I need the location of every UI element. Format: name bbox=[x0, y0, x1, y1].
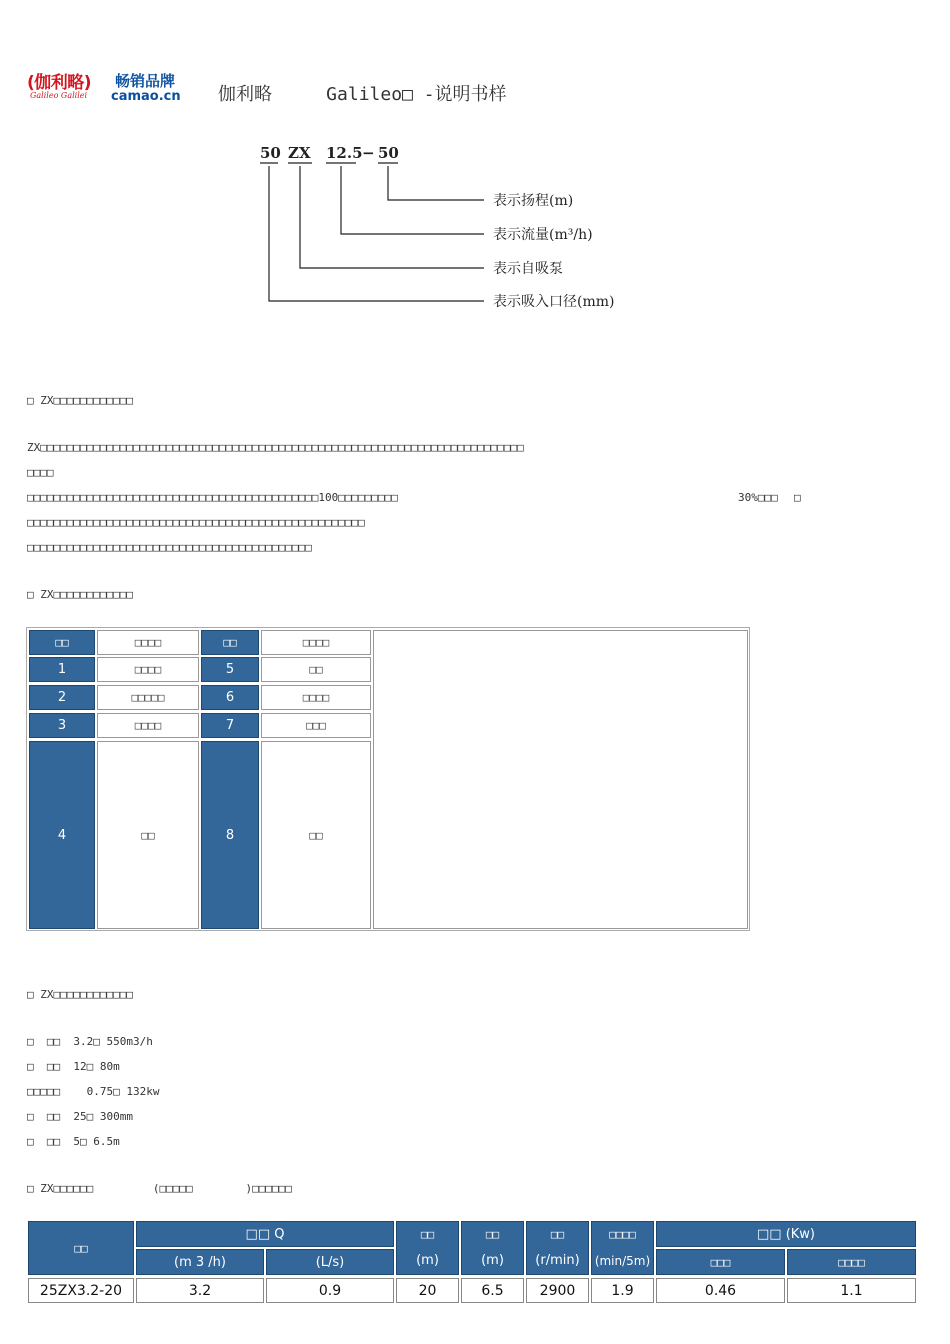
parts-row-3-no-2: 7 bbox=[201, 713, 259, 738]
spec-flow: □ □□ 3.2□ 550m3/h bbox=[27, 1035, 153, 1048]
code-part-flow: 12.5 bbox=[326, 144, 363, 162]
perf-row-speed: 2900 bbox=[526, 1278, 589, 1303]
perf-header-selfprime: □□□□ bbox=[591, 1221, 654, 1247]
parts-row-2-no-2: 6 bbox=[201, 685, 259, 710]
brand-logo bbox=[27, 68, 192, 108]
perf-header-power-shaft: □□□ bbox=[656, 1249, 785, 1275]
parts-row-1-name-2: □□ bbox=[261, 657, 371, 682]
parts-row-1-name: □□□□ bbox=[97, 657, 199, 682]
parts-row-4-name: □□ bbox=[97, 741, 199, 929]
intro-line-5: □□□□□□□□□□□□□□□□□□□□□□□□□□□□□□□□□□□□□□□□□□□ bbox=[27, 541, 312, 554]
spec-power: □□□□□ 0.75□ 132kw bbox=[27, 1085, 160, 1098]
perf-row-flow-ls: 0.9 bbox=[266, 1278, 394, 1303]
parts-row-3-name: □□□□ bbox=[97, 713, 199, 738]
section-parts-title: □ ZX□□□□□□□□□□□□ bbox=[27, 588, 133, 601]
perf-header-power-motor: □□□□ bbox=[787, 1249, 916, 1275]
spec-diameter: □ □□ 25□ 300mm bbox=[27, 1110, 133, 1123]
document-title: 伽利略 Galileo□ -说明书样 bbox=[218, 84, 507, 105]
parts-row-4-no-2: 8 bbox=[201, 741, 259, 929]
parts-row-2-name: □□□□□ bbox=[97, 685, 199, 710]
label-inlet: 表示吸入口径(mm) bbox=[493, 294, 615, 310]
perf-header-selfprime-unit: (min/5m) bbox=[591, 1247, 654, 1275]
model-code-diagram bbox=[250, 138, 670, 318]
perf-header-speed-unit: (r/min) bbox=[526, 1247, 589, 1275]
perf-row-flow-m3h: 3.2 bbox=[136, 1278, 264, 1303]
perf-header-flow-ls: (L/s) bbox=[266, 1249, 394, 1275]
parts-row-2-no: 2 bbox=[29, 685, 95, 710]
intro-line-3-right: 30%□□□ bbox=[738, 491, 778, 504]
logo-url: camao.cn bbox=[111, 89, 181, 104]
code-part-type: ZX bbox=[288, 144, 311, 162]
parts-row-1-no: 1 bbox=[29, 657, 95, 682]
intro-line-1: ZX□□□□□□□□□□□□□□□□□□□□□□□□□□□□□□□□□□□□□□□□□□□□□□□□□□□□□□□□□□□□□□□□□□□□□□□□□ bbox=[27, 441, 524, 454]
parts-table bbox=[26, 627, 750, 931]
label-type: 表示自吸泵 bbox=[493, 261, 563, 277]
perf-header-power: □□ (Kw) bbox=[656, 1221, 916, 1247]
perf-row-model: 25ZX3.2-20 bbox=[28, 1278, 134, 1303]
perf-header-speed: □□ bbox=[526, 1221, 589, 1247]
code-part-dash: − bbox=[362, 144, 375, 162]
perf-header-suction-unit: (m) bbox=[461, 1247, 524, 1275]
code-part-head: 50 bbox=[378, 144, 399, 162]
label-flow: 表示流量(m³/h) bbox=[493, 227, 593, 243]
leader-type bbox=[300, 166, 484, 268]
perf-header-head-unit: (m) bbox=[396, 1247, 459, 1275]
perf-row-suction: 6.5 bbox=[461, 1278, 524, 1303]
parts-header-no-1: □□ bbox=[29, 630, 95, 655]
code-part-inlet: 50 bbox=[260, 144, 281, 162]
model-code-svg bbox=[250, 138, 670, 318]
perf-header-model: □□ bbox=[28, 1221, 134, 1275]
parts-row-3-name-2: □□□ bbox=[261, 713, 371, 738]
intro-line-3: □□□□□□□□□□□□□□□□□□□□□□□□□□□□□□□□□□□□□□□□□□□□100□□□□□□□□□ bbox=[27, 491, 398, 504]
performance-table bbox=[26, 1219, 918, 1305]
perf-header-suction: □□ bbox=[461, 1221, 524, 1247]
logo-chinese-name: (伽利略) bbox=[27, 73, 92, 93]
parts-header-name-1: □□□□ bbox=[97, 630, 199, 655]
parts-header-no-2: □□ bbox=[201, 630, 259, 655]
label-head: 表示扬程(m) bbox=[493, 193, 574, 209]
section-intro-title: □ ZX□□□□□□□□□□□□ bbox=[27, 394, 133, 407]
parts-row-3-no: 3 bbox=[29, 713, 95, 738]
parts-row-4-name-2: □□ bbox=[261, 741, 371, 929]
intro-line-3-end: □ bbox=[794, 491, 801, 504]
parts-header-name-2: □□□□ bbox=[261, 630, 371, 655]
intro-line-4: □□□□□□□□□□□□□□□□□□□□□□□□□□□□□□□□□□□□□□□□□□□□□□□□□□□ bbox=[27, 516, 365, 529]
perf-row-power-motor: 1.1 bbox=[787, 1278, 916, 1303]
parts-row-4-no: 4 bbox=[29, 741, 95, 929]
logo-script-name: Galileo Galilei bbox=[30, 91, 88, 100]
perf-row-power-shaft: 0.46 bbox=[656, 1278, 785, 1303]
parts-diagram-area bbox=[373, 630, 748, 929]
section-specs-title: □ ZX□□□□□□□□□□□□ bbox=[27, 988, 133, 1001]
perf-header-head: □□ bbox=[396, 1221, 459, 1247]
leader-head bbox=[388, 166, 484, 200]
intro-line-2: □□□□ bbox=[27, 466, 54, 479]
spec-suction: □ □□ 5□ 6.5m bbox=[27, 1135, 120, 1148]
perf-header-flow: □□ Q bbox=[136, 1221, 394, 1247]
spec-head: □ □□ 12□ 80m bbox=[27, 1060, 120, 1073]
parts-row-1-no-2: 5 bbox=[201, 657, 259, 682]
parts-row-2-name-2: □□□□ bbox=[261, 685, 371, 710]
perf-header-flow-m3h: (m 3 /h) bbox=[136, 1249, 264, 1275]
perf-row-selfprime: 1.9 bbox=[591, 1278, 654, 1303]
logo-brand-slogan: 畅销品牌 bbox=[115, 72, 176, 90]
section-performance-title: □ ZX□□□□□□ (□□□□□ )□□□□□□ bbox=[27, 1182, 292, 1195]
perf-row-head: 20 bbox=[396, 1278, 459, 1303]
